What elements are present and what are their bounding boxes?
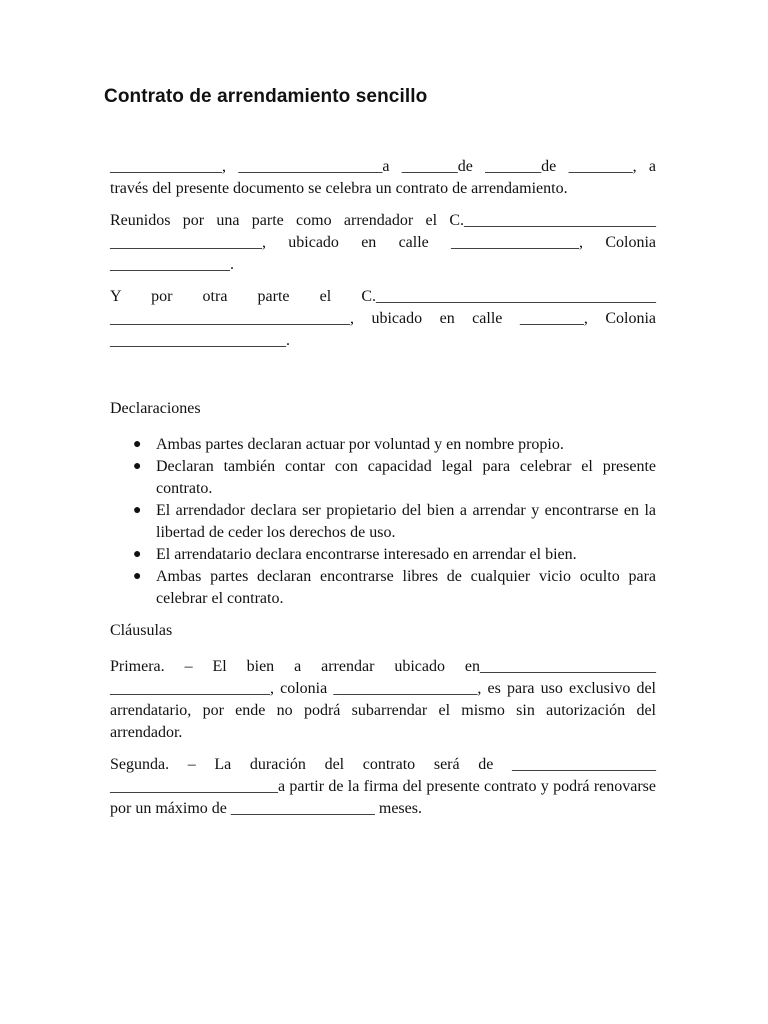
- declaracion-text: Ambas partes declaran actuar por voluntad y en nombre propio.: [156, 436, 564, 453]
- bullet-icon: ●: [133, 569, 142, 584]
- list-item: [133, 544, 656, 566]
- section-spacer: [110, 362, 656, 398]
- clausula-primera: Primera. – El bien a arrendar ubicado en______________________ ____________________, colonia __________________, es para uso exclusivo del arrendatario, por ende no podrá subarrendar el mismo sin autorización del arrendador.: [110, 658, 656, 741]
- bullet-icon: ●: [133, 459, 142, 474]
- declaracion-text: El arrendador declara ser propietario del bien a arrendar y encontrarse en la libertad de ceder los derechos de uso.: [156, 502, 656, 541]
- declaraciones-list: [110, 434, 656, 610]
- declaraciones-heading: Declaraciones: [110, 400, 201, 417]
- bullet-icon: ●: [133, 503, 142, 518]
- list-item: [133, 566, 656, 610]
- list-item: [133, 434, 656, 456]
- declaracion-text: Declaran también contar con capacidad legal para celebrar el presente contrato.: [156, 458, 656, 497]
- document-title: Contrato de arrendamiento sencillo: [104, 86, 428, 107]
- arrendatario-paragraph: Y por otra parte el C.___________________________________ ______________________________, ubicado en calle ________, Colonia ______________________.: [110, 288, 656, 349]
- declaracion-text: Ambas partes declaran encontrarse libres de cualquier vicio oculto para celebrar el contrato.: [156, 568, 656, 607]
- document-body: [110, 156, 656, 820]
- intro-paragraph: ______________, __________________a _______de _______de ________, a través del presente documento se celebra un contrato de arrendamiento.: [110, 158, 656, 197]
- list-item: [133, 456, 656, 500]
- bullet-icon: ●: [133, 437, 142, 452]
- list-item: [133, 500, 656, 544]
- clausulas-heading: Cláusulas: [110, 622, 173, 639]
- declaracion-text: El arrendatario declara encontrarse interesado en arrendar el bien.: [156, 546, 577, 563]
- clausula-segunda: Segunda. – La duración del contrato será de __________________ _____________________a partir de la firma del presente contrato y podrá renovarse por un máximo de __________________ meses.: [110, 756, 656, 817]
- bullet-icon: ●: [133, 547, 142, 562]
- arrendador-paragraph: Reunidos por una parte como arrendador el C.________________________ ___________________, ubicado en calle ________________, Colonia _______________.: [110, 212, 656, 273]
